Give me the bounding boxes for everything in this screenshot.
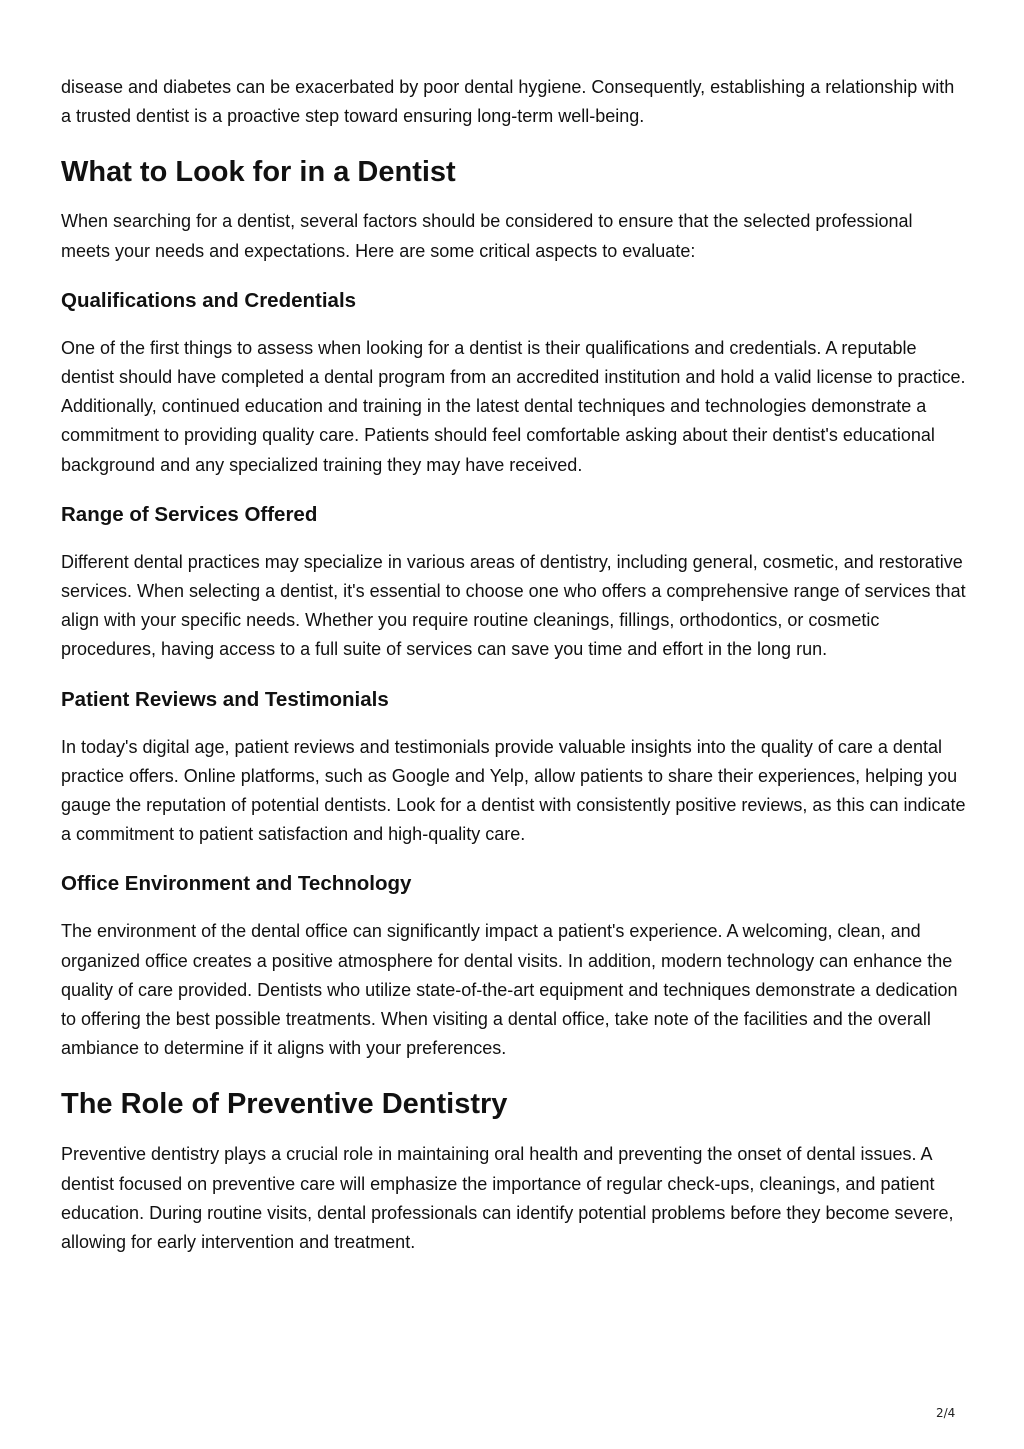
section-heading-what-to-look-for: What to Look for in a Dentist — [61, 156, 456, 189]
section-paragraph-preventive-dentistry: Preventive dentistry plays a crucial role in maintaining oral health and preventing the onset of dental issues. A dentist focused on preventive care will emphasize the importance of regular check-ups, cleanings, and patient education. During routine visits, dental professionals can identify potential problems before they become severe, allowing for early intervention and treatment. — [61, 1144, 954, 1253]
paragraph-range-of-services: Different dental practices may specialize in various areas of dentistry, including general, cosmetic, and restorative services. When selecting a dentist, it's essential to choose one who offers a comprehensive range of services that align with your specific needs. Whether you require routine cleanings, fillings, orthodontics, or cosmetic procedures, having access to a full suite of services can save you time and effort in the long run. — [61, 551, 966, 660]
intro-paragraph: disease and diabetes can be exacerbated by poor dental hygiene. Consequently, establishing a relationship with a trusted dentist is a proactive step toward ensuring long-term well-being. — [61, 77, 955, 127]
paragraph-qualifications: One of the first things to assess when looking for a dentist is their qualifications and credentials. A reputable dentist should have completed a dental program from an accredited institution and hold a valid license to practice. Additionally, continued education and training in the latest dental techniques and technologies demonstrate a commitment to providing quality care. Patients should feel comfortable asking about their dentist's educational background and any specialized training they may have received. — [61, 337, 966, 475]
subheading-patient-reviews: Patient Reviews and Testimonials — [61, 687, 389, 711]
subheading-qualifications: Qualifications and Credentials — [61, 288, 357, 312]
section-paragraph-what-to-look-for: When searching for a dentist, several factors should be considered to ensure that the selected professional meets your needs and expectations. Here are some critical aspects to evaluate: — [61, 211, 913, 261]
paragraph-patient-reviews: In today's digital age, patient reviews and testimonials provide valuable insights into the quality of care a dental practice offers. Online platforms, such as Google and Yelp, allow patients to share their experiences, helping you gauge the reputation of potential dentists. Look for a dentist with consistently positive reviews, as this can indicate a commitment to patient satisfaction and high-quality care. — [61, 736, 966, 845]
section-heading-preventive-dentistry: The Role of Preventive Dentistry — [61, 1088, 508, 1121]
subheading-office-environment: Office Environment and Technology — [61, 872, 412, 896]
paragraph-office-environment: The environment of the dental office can significantly impact a patient's experience. A welcoming, clean, and organized office creates a positive atmosphere for dental visits. In addition, modern technology can enhance the quality of care provided. Dentists who utilize state-of-the-art equipment and techniques demonstrate a dedication to offering the best possible treatments. When visiting a dental office, take note of the facilities and the overall ambiance to determine if it aligns with your preferences. — [61, 921, 958, 1059]
page-number: 2/4 — [936, 1406, 956, 1420]
document-page — [61, 73, 966, 1257]
subheading-range-of-services: Range of Services Offered — [61, 502, 318, 526]
